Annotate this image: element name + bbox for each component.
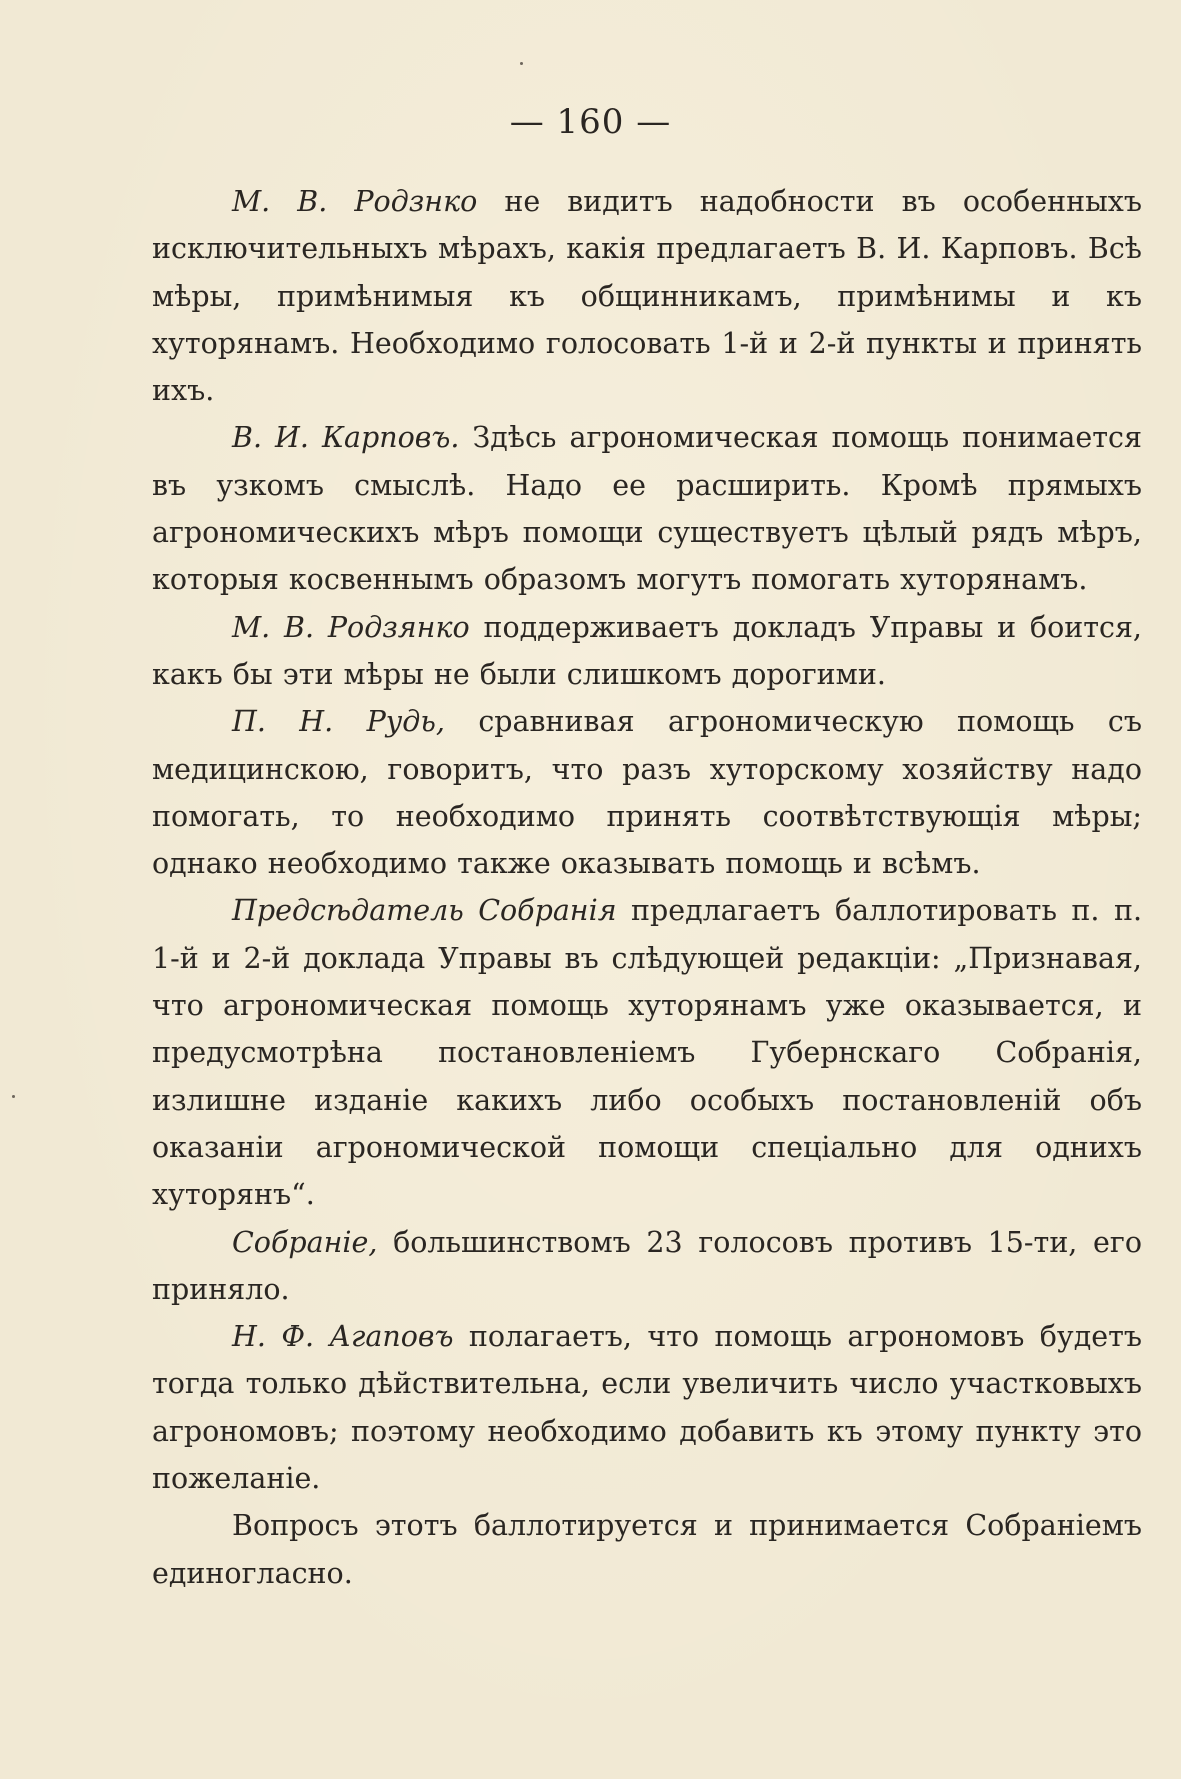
body-text — [152, 178, 1142, 1597]
paragraph-text: поддерживаетъ докладъ Управы и боится, какъ бы эти мѣры не были слишкомъ дорогими. — [152, 610, 1142, 691]
paragraph-text: полагаетъ, что помощь агрономовъ будетъ тогда только дѣйствительна, если увеличить число участковыхъ агрономовъ; поэтому необходимо добавить къ этому пункту это пожеланіе. — [152, 1320, 1143, 1496]
paragraph-chairman — [152, 887, 1142, 1218]
paragraph-rud — [152, 698, 1142, 887]
paragraph-assembly-vote — [152, 1219, 1142, 1314]
paragraph-rodzianko-2 — [152, 604, 1142, 699]
paragraph-text: большинствомъ 23 голосовъ противъ 15-ти, его приняло. — [152, 1225, 1142, 1306]
paragraph-final-vote — [152, 1502, 1142, 1597]
speaker-name: В. И. Карповъ. — [232, 421, 460, 455]
paragraph-text: не видитъ надобности въ особенныхъ исключительныхъ мѣрахъ, какія предлагаетъ В. И. Карповъ. Всѣ мѣры, примѣнимыя къ общинникамъ, примѣнимы и къ хуторянамъ. Необходимо голосовать 1-й и 2-й пункты и принять ихъ. — [152, 185, 1142, 408]
speaker-name: Предсѣдатель Собранія — [232, 894, 617, 928]
speaker-name: Н. Ф. Агаповъ — [232, 1320, 454, 1354]
paragraph-agapov — [152, 1313, 1142, 1502]
paragraph-karpov — [152, 414, 1142, 603]
paragraph-text: Здѣсь агрономическая помощь понимается въ узкомъ смыслѣ. Надо ее расширить. Кромѣ прямыхъ агрономическихъ мѣръ помощи существуетъ цѣлый рядъ мѣръ, которыя косвеннымъ образомъ могутъ помогать хуторянамъ. — [152, 421, 1142, 597]
speaker-name: П. Н. Рудь, — [232, 705, 445, 739]
speaker-name: М. В. Родзнко — [232, 185, 478, 218]
paragraph-text: сравнивая агрономическую помощь съ медицинскою, говоритъ, что разъ хуторскому хозяйству надо помогать, то необходимо принять соотвѣтствующія мѣры; однако необходимо также оказывать помощь и всѣмъ. — [152, 705, 1142, 881]
print-speck-left — [12, 1095, 15, 1098]
speaker-name: Собраніе, — [232, 1225, 378, 1259]
speaker-name: М. В. Родзянко — [232, 610, 470, 644]
paragraph-text: Вопросъ этотъ баллотируется и принимается Собраніемъ единогласно. — [152, 1509, 1142, 1590]
paragraph-rodzianko-1 — [152, 178, 1142, 414]
paragraph-text: предлагаетъ баллотировать п. п. 1-й и 2-й доклада Управы въ слѣдующей редакціи: „Признавая, что агрономическая помощь хуторянамъ уже оказывается, и предусмотрѣна постановленіемъ Губернскаго Собранія, излишне изданіе какихъ либо особыхъ постановленій объ оказаніи агрономической помощи спеціально для однихъ хуторянъ“. — [152, 894, 1143, 1212]
print-speck-top — [520, 62, 523, 65]
page-number: — 160 — — [509, 102, 672, 142]
